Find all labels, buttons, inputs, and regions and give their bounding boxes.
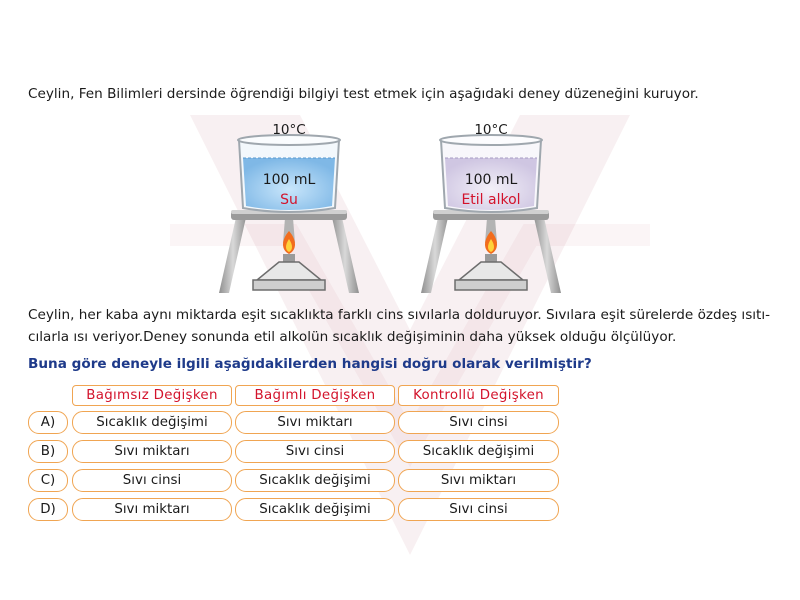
paragraph-line: Ceylin, her kaba aynı miktarda eşit sıcaklıkta farklı cins sıvılarla dolduruyor. Sıvılara eşit sürelerde özdeş ısıtı- xyxy=(28,307,771,323)
paragraph-line: cılarla ısı veriyor.Deney sonunda etil alkolün sıcaklık değişiminin daha yüksek olduğu ölçülüyor. xyxy=(28,329,677,345)
temperature-label: 10°C xyxy=(474,122,508,138)
volume-label: 100 mL xyxy=(262,172,316,188)
option-c-label[interactable]: C) xyxy=(28,469,68,492)
header-independent-variable: Bağımsız Değişken xyxy=(72,385,232,406)
liquid-label: Su xyxy=(280,192,298,208)
experiment-description xyxy=(28,304,783,348)
option-c-controlled[interactable]: Sıvı miktarı xyxy=(398,469,559,492)
option-b-controlled[interactable]: Sıcaklık değişimi xyxy=(398,440,559,463)
option-b-dependent[interactable]: Sıvı cinsi xyxy=(235,440,395,463)
liquid-label: Etil alkol xyxy=(461,192,521,208)
intro-text: Ceylin, Fen Bilimleri dersinde öğrendiği bilgiyi test etmek için aşağıdaki deney düzeneğini kuruyor. xyxy=(28,86,699,102)
option-a-independent[interactable]: Sıcaklık değişimi xyxy=(72,411,232,434)
option-a-dependent[interactable]: Sıvı miktarı xyxy=(235,411,395,434)
header-controlled-variable: Kontrollü Değişken xyxy=(398,385,559,406)
option-d-dependent[interactable]: Sıcaklık değişimi xyxy=(235,498,395,521)
option-b-independent[interactable]: Sıvı miktarı xyxy=(72,440,232,463)
option-a-controlled[interactable]: Sıvı cinsi xyxy=(398,411,559,434)
header-dependent-variable: Bağımlı Değişken xyxy=(235,385,395,406)
beaker-setup-alcohol xyxy=(411,118,571,293)
option-d-independent[interactable]: Sıvı miktarı xyxy=(72,498,232,521)
option-a-label[interactable]: A) xyxy=(28,411,68,434)
temperature-label: 10°C xyxy=(272,122,306,138)
question-text: Buna göre deneyle ilgili aşağıdakilerden hangisi doğru olarak verilmiştir? xyxy=(28,356,592,372)
volume-label: 100 mL xyxy=(464,172,518,188)
option-d-controlled[interactable]: Sıvı cinsi xyxy=(398,498,559,521)
beaker-setup-water xyxy=(209,118,369,293)
option-b-label[interactable]: B) xyxy=(28,440,68,463)
option-c-independent[interactable]: Sıvı cinsi xyxy=(72,469,232,492)
option-d-label[interactable]: D) xyxy=(28,498,68,521)
option-c-dependent[interactable]: Sıcaklık değişimi xyxy=(235,469,395,492)
